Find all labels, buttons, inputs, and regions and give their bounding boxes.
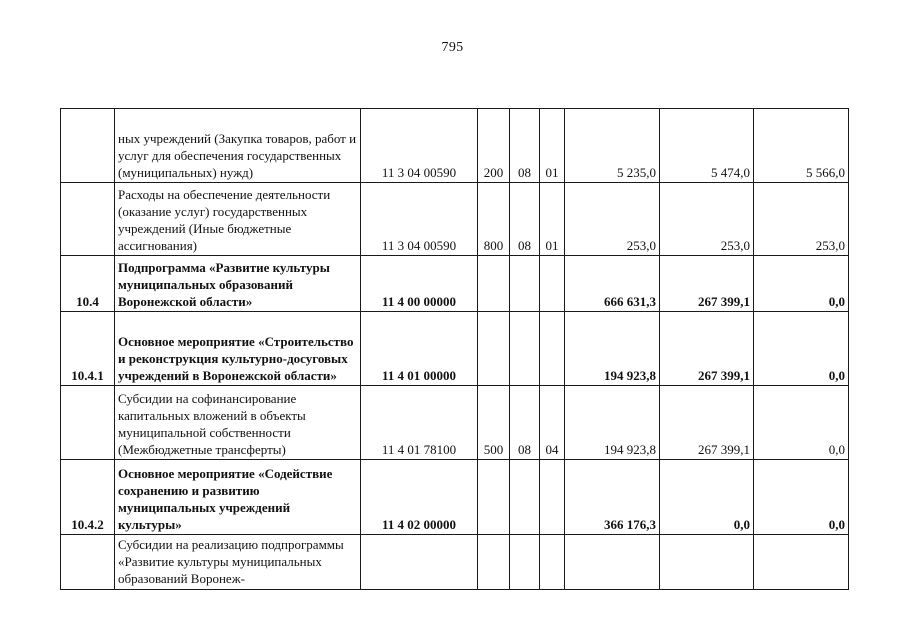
row-code: 11 4 02 00000 xyxy=(361,460,478,535)
row-vr xyxy=(478,460,510,535)
table-row xyxy=(61,183,849,256)
row-name: Подпрограмма «Развитие культуры муниципальных образований Воронежской области» xyxy=(115,256,361,312)
table-row xyxy=(61,386,849,460)
row-amount-1: 194 923,8 xyxy=(565,386,660,460)
row-rz xyxy=(510,535,540,590)
row-amount-3: 0,0 xyxy=(754,256,849,312)
row-code xyxy=(361,535,478,590)
row-amount-3: 5 566,0 xyxy=(754,109,849,183)
row-pr: 04 xyxy=(540,386,565,460)
row-rz: 08 xyxy=(510,386,540,460)
table-row xyxy=(61,460,849,535)
row-number xyxy=(61,109,115,183)
page-number: 795 xyxy=(441,40,464,55)
row-amount-2: 0,0 xyxy=(660,460,754,535)
row-rz xyxy=(510,256,540,312)
row-amount-1 xyxy=(565,535,660,590)
row-amount-3: 0,0 xyxy=(754,312,849,386)
row-number xyxy=(61,535,115,590)
row-vr xyxy=(478,312,510,386)
table-row xyxy=(61,535,849,590)
row-code: 11 3 04 00590 xyxy=(361,109,478,183)
row-name: Субсидии на софинансирование капитальных вложений в объекты муниципальной собственности (Межбюджетные трансферты) xyxy=(115,386,361,460)
row-pr xyxy=(540,256,565,312)
row-code: 11 4 01 00000 xyxy=(361,312,478,386)
row-name: Основное мероприятие «Строительство и реконструкция культурно-досуговых учреждений в Воронежской области» xyxy=(115,312,361,386)
row-number xyxy=(61,386,115,460)
table-row xyxy=(61,256,849,312)
row-amount-3: 253,0 xyxy=(754,183,849,256)
row-pr xyxy=(540,460,565,535)
row-name: Субсидии на реализацию подпрограммы «Развитие культуры муниципальных образований Воронеж- xyxy=(115,535,361,590)
row-amount-2: 267 399,1 xyxy=(660,312,754,386)
row-name: Расходы на обеспечение деятельности (оказание услуг) государственных учреждений (Иные бюджетные ассигнования) xyxy=(115,183,361,256)
row-pr xyxy=(540,535,565,590)
budget-table xyxy=(60,108,849,590)
row-vr: 800 xyxy=(478,183,510,256)
row-pr xyxy=(540,312,565,386)
row-code: 11 4 00 00000 xyxy=(361,256,478,312)
row-amount-1: 666 631,3 xyxy=(565,256,660,312)
row-pr: 01 xyxy=(540,183,565,256)
row-amount-2 xyxy=(660,535,754,590)
table-row xyxy=(61,109,849,183)
row-name: Основное мероприятие «Содействие сохранению и развитию муниципальных учреждений культуры» xyxy=(115,460,361,535)
row-amount-2: 253,0 xyxy=(660,183,754,256)
row-code: 11 3 04 00590 xyxy=(361,183,478,256)
row-number xyxy=(61,183,115,256)
row-vr xyxy=(478,535,510,590)
row-vr xyxy=(478,256,510,312)
row-amount-1: 5 235,0 xyxy=(565,109,660,183)
row-rz: 08 xyxy=(510,183,540,256)
row-rz xyxy=(510,312,540,386)
row-number: 10.4.2 xyxy=(61,460,115,535)
row-amount-3: 0,0 xyxy=(754,460,849,535)
row-amount-2: 5 474,0 xyxy=(660,109,754,183)
row-amount-1: 366 176,3 xyxy=(565,460,660,535)
row-amount-1: 253,0 xyxy=(565,183,660,256)
row-pr: 01 xyxy=(540,109,565,183)
row-number: 10.4.1 xyxy=(61,312,115,386)
row-number: 10.4 xyxy=(61,256,115,312)
row-amount-3: 0,0 xyxy=(754,386,849,460)
table-row xyxy=(61,312,849,386)
row-amount-3 xyxy=(754,535,849,590)
row-vr: 500 xyxy=(478,386,510,460)
row-amount-2: 267 399,1 xyxy=(660,256,754,312)
row-code: 11 4 01 78100 xyxy=(361,386,478,460)
row-amount-1: 194 923,8 xyxy=(565,312,660,386)
row-rz: 08 xyxy=(510,109,540,183)
row-rz xyxy=(510,460,540,535)
row-vr: 200 xyxy=(478,109,510,183)
row-name: ных учреждений (Закупка товаров, работ и услуг для обеспечения государственных (муниципальных) нужд) xyxy=(115,109,361,183)
row-amount-2: 267 399,1 xyxy=(660,386,754,460)
